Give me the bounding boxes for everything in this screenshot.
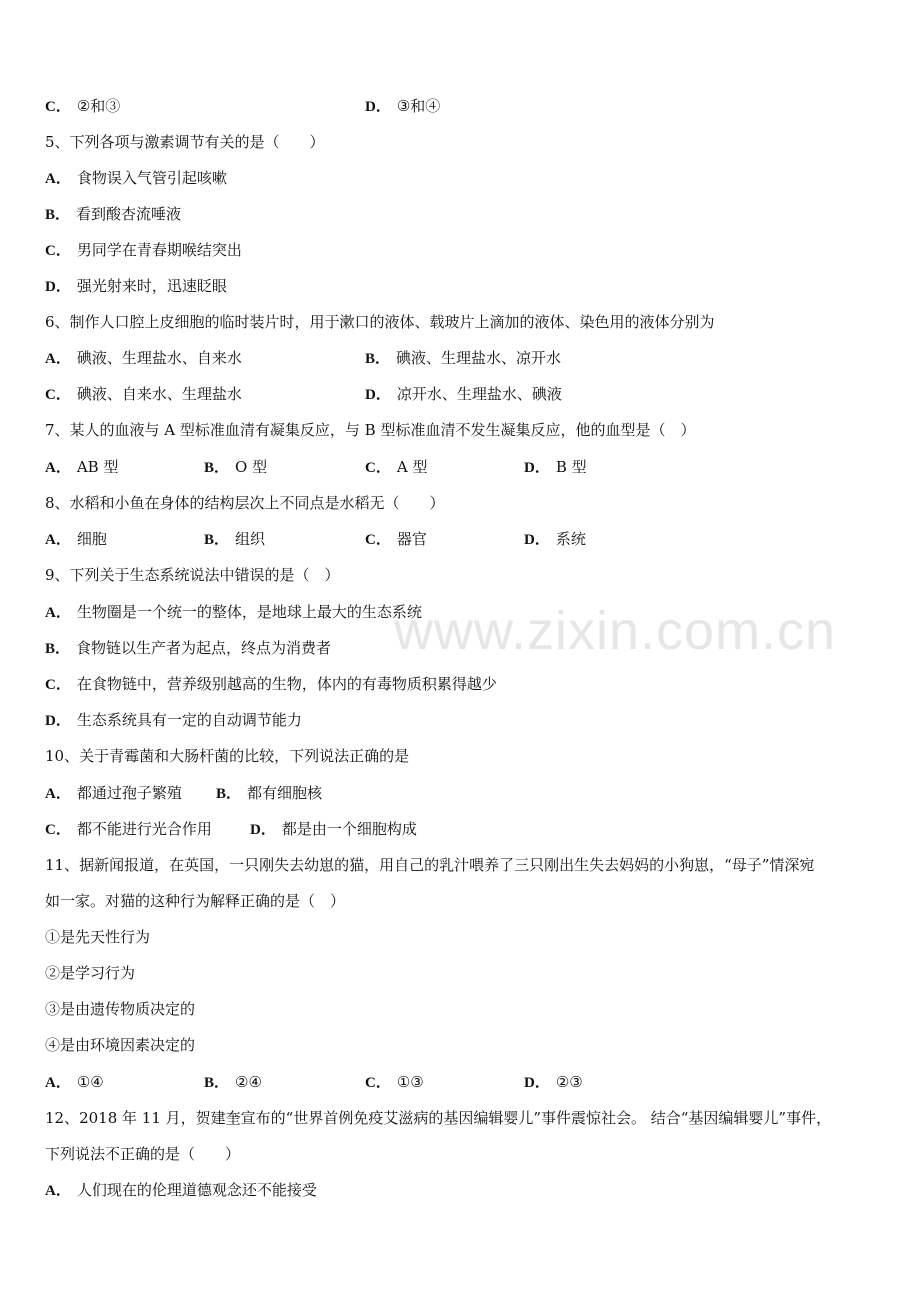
option-letter: D． (524, 1075, 550, 1091)
q11-statement-1: ①是先天性行为 (45, 928, 151, 946)
option-letter: C． (45, 387, 71, 403)
option-letter: C． (45, 677, 71, 693)
q6-option-d (365, 384, 562, 405)
q7-option-c (365, 457, 427, 478)
q5-option-c (45, 240, 242, 261)
q6-option-c (45, 384, 242, 405)
q5-stem: 5、下列各项与激素调节有关的是（ ） (45, 133, 325, 151)
q11-stem-line1: 11、据新闻报道，在英国，一只刚失去幼崽的猫，用自己的乳汁喂养了三只刚出生失去妈妈的小狗崽，“母子”情深宛 (45, 856, 815, 874)
option-letter: B． (204, 460, 230, 476)
q9-option-d (45, 710, 302, 731)
option-text: ①③ (396, 1073, 424, 1091)
q9-stem: 9、下列关于生态系统说法中错误的是（ ） (45, 566, 340, 584)
q7-stem: 7、某人的血液与 A 型标准血清有凝集反应，与 B 型标准血清不发生凝集反应，他的血型是（ ） (45, 421, 696, 439)
option-letter: C． (45, 822, 71, 838)
option-text: 都不能进行光合作用 (76, 820, 212, 838)
option-letter: C． (365, 460, 391, 476)
q7-option-d (524, 457, 587, 478)
option-text: A 型 (396, 458, 428, 476)
q10-option-c (45, 819, 212, 840)
option-text: B 型 (555, 458, 587, 476)
option-text: 生态系统具有一定的自动调节能力 (76, 711, 302, 729)
option-text: 男同学在青春期喉结突出 (76, 241, 242, 259)
option-letter: A． (45, 171, 71, 187)
option-text: ②和③ (76, 97, 121, 115)
q8-option-c (365, 529, 427, 550)
option-text: 系统 (555, 530, 586, 548)
q5-option-b (45, 204, 181, 225)
option-text: 人们现在的伦理道德观念还不能接受 (76, 1181, 317, 1199)
option-text: 组织 (235, 530, 266, 548)
option-text: 器官 (396, 530, 427, 548)
q5-option-a (45, 168, 227, 189)
option-text: 食物误入气管引起咳嗽 (76, 169, 227, 187)
q12-option-a (45, 1180, 317, 1201)
option-letter: D． (250, 822, 276, 838)
option-letter: A． (45, 1183, 71, 1199)
q6-option-a (45, 348, 242, 369)
q12-stem-line2: 下列说法不正确的是（ ） (45, 1145, 241, 1163)
q10-stem: 10、关于青霉菌和大肠杆菌的比较，下列说法正确的是 (45, 747, 410, 765)
q9-option-b (45, 638, 331, 659)
q9-option-a (45, 602, 422, 623)
option-letter: A． (45, 460, 71, 476)
option-text: 碘液、生理盐水、凉开水 (396, 349, 562, 367)
option-letter: C． (45, 99, 71, 115)
option-letter: C． (365, 532, 391, 548)
q8-stem: 8、水稻和小鱼在身体的结构层次上不同点是水稻无（ ） (45, 494, 445, 512)
q8-option-d (524, 529, 586, 550)
q8-option-b (204, 529, 265, 550)
option-text: O 型 (235, 458, 268, 476)
option-text: 凉开水、生理盐水、碘液 (396, 385, 562, 403)
option-letter: C． (45, 243, 71, 259)
option-letter: B． (204, 1075, 230, 1091)
option-letter: D． (524, 460, 550, 476)
q10-option-d (250, 819, 417, 840)
option-letter: B． (204, 532, 230, 548)
option-letter: A． (45, 1075, 71, 1091)
q11-statement-2: ②是学习行为 (45, 964, 136, 982)
option-letter: D． (45, 713, 71, 729)
q12-stem-line1: 12、2018 年 11 月，贺建奎宣布的“世界首例免疫艾滋病的基因编辑婴儿”事件震惊社会。 结合“基因编辑婴儿”事件， (45, 1109, 832, 1127)
option-letter: D． (524, 532, 550, 548)
option-letter: A． (45, 351, 71, 367)
option-letter: B． (216, 786, 242, 802)
q11-option-c (365, 1072, 424, 1093)
option-text: 食物链以生产者为起点，终点为消费者 (76, 639, 332, 657)
q11-option-a (45, 1072, 104, 1093)
option-letter: B． (365, 351, 391, 367)
option-text: 都有细胞核 (247, 784, 323, 802)
q11-statement-3: ③是由遗传物质决定的 (45, 1000, 196, 1018)
option-text: 在食物链中，营养级别越高的生物，体内的有毒物质积累得越少 (76, 675, 497, 693)
option-text: 都是由一个细胞构成 (281, 820, 417, 838)
option-text: 碘液、自来水、生理盐水 (76, 385, 242, 403)
q10-option-b (216, 783, 322, 804)
option-letter: B． (45, 641, 71, 657)
option-text: ③和④ (396, 97, 441, 115)
option-letter: D． (365, 387, 391, 403)
q8-option-a (45, 529, 107, 550)
option-letter: A． (45, 786, 71, 802)
q4-option-d (365, 96, 440, 117)
option-text: ②③ (555, 1073, 583, 1091)
q10-option-a (45, 783, 182, 804)
q6-stem: 6、制作人口腔上皮细胞的临时装片时，用于漱口的液体、载玻片上滴加的液体、染色用的液体分别为 (45, 313, 715, 331)
option-text: 都通过孢子繁殖 (76, 784, 182, 802)
option-text: 生物圈是一个统一的整体，是地球上最大的生态系统 (76, 603, 422, 621)
q11-option-b (204, 1072, 262, 1093)
q5-option-d (45, 276, 227, 297)
option-text: 强光射来时，迅速眨眼 (76, 277, 227, 295)
q11-stem-line2: 如一家。对猫的这种行为解释正确的是（ ） (45, 892, 346, 910)
option-letter: D． (365, 99, 391, 115)
option-text: ①④ (76, 1073, 104, 1091)
q11-statement-4: ④是由环境因素决定的 (45, 1036, 196, 1054)
option-text: 细胞 (76, 530, 107, 548)
q9-option-c (45, 674, 497, 695)
option-letter: B． (45, 207, 71, 223)
q11-option-d (524, 1072, 583, 1093)
option-letter: C． (365, 1075, 391, 1091)
option-letter: D． (45, 279, 71, 295)
q7-option-a (45, 457, 118, 478)
option-text: ②④ (235, 1073, 262, 1091)
option-letter: A． (45, 605, 71, 621)
option-text: 看到酸杏流唾液 (76, 205, 182, 223)
watermark: www.zixin.com.cn (394, 601, 837, 661)
q7-option-b (204, 457, 267, 478)
option-text: 碘液、生理盐水、自来水 (76, 349, 242, 367)
option-text: AB 型 (76, 458, 119, 476)
option-letter: A． (45, 532, 71, 548)
q4-option-c (45, 96, 120, 117)
q6-option-b (365, 348, 561, 369)
